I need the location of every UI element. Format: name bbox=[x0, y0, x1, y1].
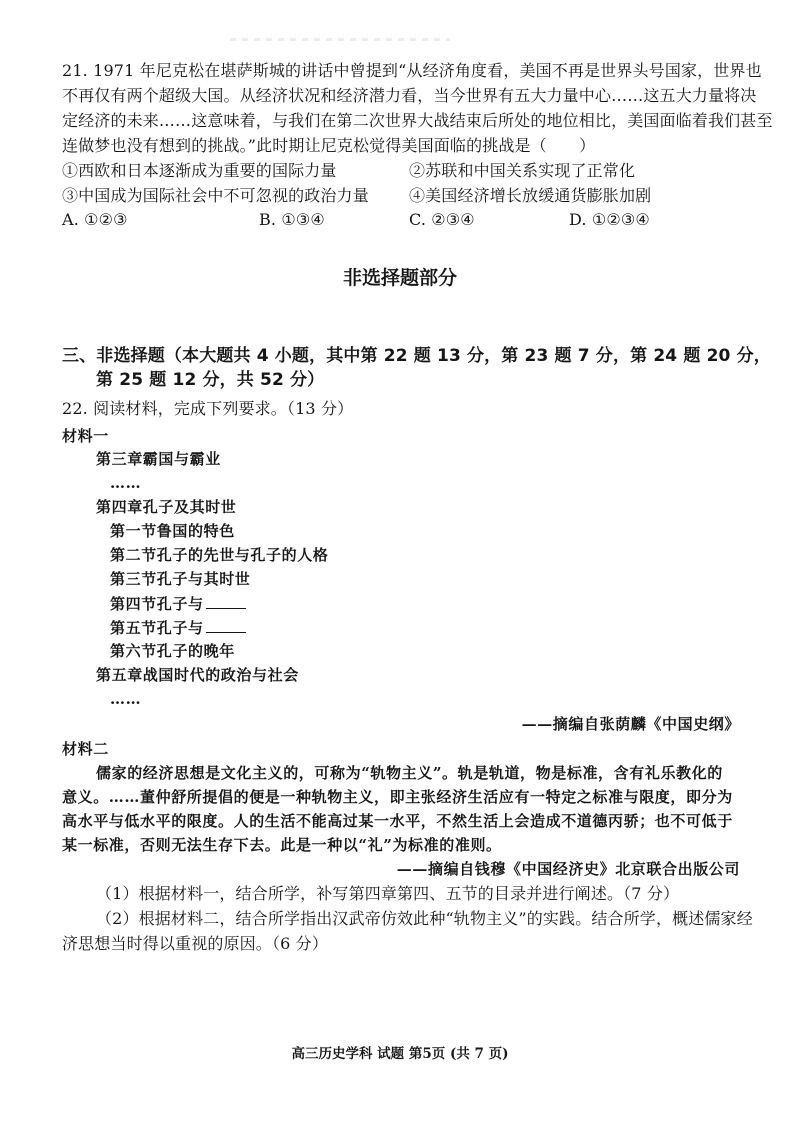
toc-section-2: 第二节孔子的先世与孔子的人格 bbox=[110, 546, 329, 564]
q22-stem: 22. 阅读材料，完成下列要求。（13 分） bbox=[62, 399, 354, 418]
toc-section-1: 第一节鲁国的特色 bbox=[110, 522, 235, 540]
toc-ellipsis-2: …… bbox=[110, 690, 142, 708]
toc-chapter-4: 第四章孔子及其时世 bbox=[96, 498, 237, 516]
material2-line-1: 儒家的经济思想是文化主义的，可称为“轨物主义”。轨是轨道，物是标准，含有礼乐教化的 bbox=[96, 764, 723, 782]
material2-line-2: 意义。……董仲舒所提倡的便是一种轨物主义，即主张经济生活应有一特定之标准与限度，即分为 bbox=[62, 788, 733, 806]
toc-section-4-label: 第四节孔子与 bbox=[110, 595, 204, 613]
q21-statement-1: ①西欧和日本逐渐成为重要的国际力量 bbox=[62, 161, 337, 180]
q22-sub-question-1: （1）根据材料一，结合所学，补写第四章第四、五节的目录并进行阐述。（7 分） bbox=[96, 884, 680, 903]
section-title: 非选择题部分 bbox=[342, 267, 457, 289]
q22-sub-question-2-line-1: （2）根据材料二，结合所学指出汉武帝仿效此种“轨物主义”的实践。结合所学，概述儒家经 bbox=[96, 909, 753, 928]
toc-section-5-label: 第五节孔子与 bbox=[110, 619, 204, 637]
scan-artifact bbox=[230, 38, 450, 41]
toc-ellipsis-1: …… bbox=[110, 474, 142, 492]
toc-chapter-5: 第五章战国时代的政治与社会 bbox=[96, 666, 299, 684]
part3-heading-line-2: 第 25 题 12 分，共 52 分） bbox=[96, 370, 325, 390]
q21-line-4: 连做梦也没有想到的挑战。”此时期让尼克松觉得美国面临的挑战是（ ） bbox=[62, 136, 596, 155]
q21-line-2: 不再仅有两个超级大国。从经济状况和经济潜力看，当今世界有五大力量中心……这五大力量将决 bbox=[62, 86, 757, 105]
page-footer: 高三历史学科 试题 第5页 (共 7 页) bbox=[291, 1046, 509, 1062]
material2-label: 材料二 bbox=[62, 740, 109, 758]
toc-section-5 bbox=[110, 616, 246, 639]
q21-option-d: D. ①②③④ bbox=[569, 210, 650, 229]
q22-sub-question-2-line-2: 济思想当时得以重视的原因。（6 分） bbox=[62, 934, 328, 953]
q21-option-a: A. ①②③ bbox=[62, 210, 128, 229]
material1-label: 材料一 bbox=[62, 427, 109, 445]
q21-option-c: C. ②③④ bbox=[409, 210, 475, 229]
q21-statement-2: ②苏联和中国关系实现了正常化 bbox=[409, 161, 636, 180]
toc-chapter-3: 第三章霸国与霸业 bbox=[96, 450, 221, 468]
material2-source: ——摘编自钱穆《中国经济史》北京联合出版公司 bbox=[396, 860, 740, 878]
q21-option-b: B. ①③④ bbox=[259, 210, 325, 229]
material2-line-4: 某一标准，否则无法生存下去。此是一种以“礼”为标准的准则。 bbox=[62, 836, 502, 854]
fill-blank-section-5 bbox=[206, 616, 246, 633]
q21-statement-3: ③中国成为国际社会中不可忽视的政治力量 bbox=[62, 186, 369, 205]
q21-statement-4: ④美国经济增长放缓通货膨胀加剧 bbox=[409, 186, 652, 205]
material2-line-3: 高水平与低水平的限度。人的生活不能高过某一水平，不然生活上会造成不道德丙骄；也不可低于 bbox=[62, 812, 733, 830]
part3-heading-line-1: 三、非选择题（本大题共 4 小题，其中第 22 题 13 分，第 23 题 7 分，第 24 题 20 分， bbox=[62, 346, 771, 366]
q21-line-3: 定经济的未来……这意味着，与我们在第二次世界大战结束后所处的地位相比，美国面临着我们甚至 bbox=[62, 111, 773, 130]
toc-section-6: 第六节孔子的晚年 bbox=[110, 642, 235, 660]
fill-blank-section-4 bbox=[206, 592, 246, 609]
q21-line-1: 21. 1971 年尼克松在堪萨斯城的讲话中曾提到“从经济角度看，美国不再是世界头号国家，世界也 bbox=[62, 61, 762, 80]
material1-source: ——摘编自张荫麟《中国史纲》 bbox=[521, 715, 740, 733]
toc-section-4 bbox=[110, 592, 246, 615]
toc-section-3: 第三节孔子与其时世 bbox=[110, 570, 251, 588]
